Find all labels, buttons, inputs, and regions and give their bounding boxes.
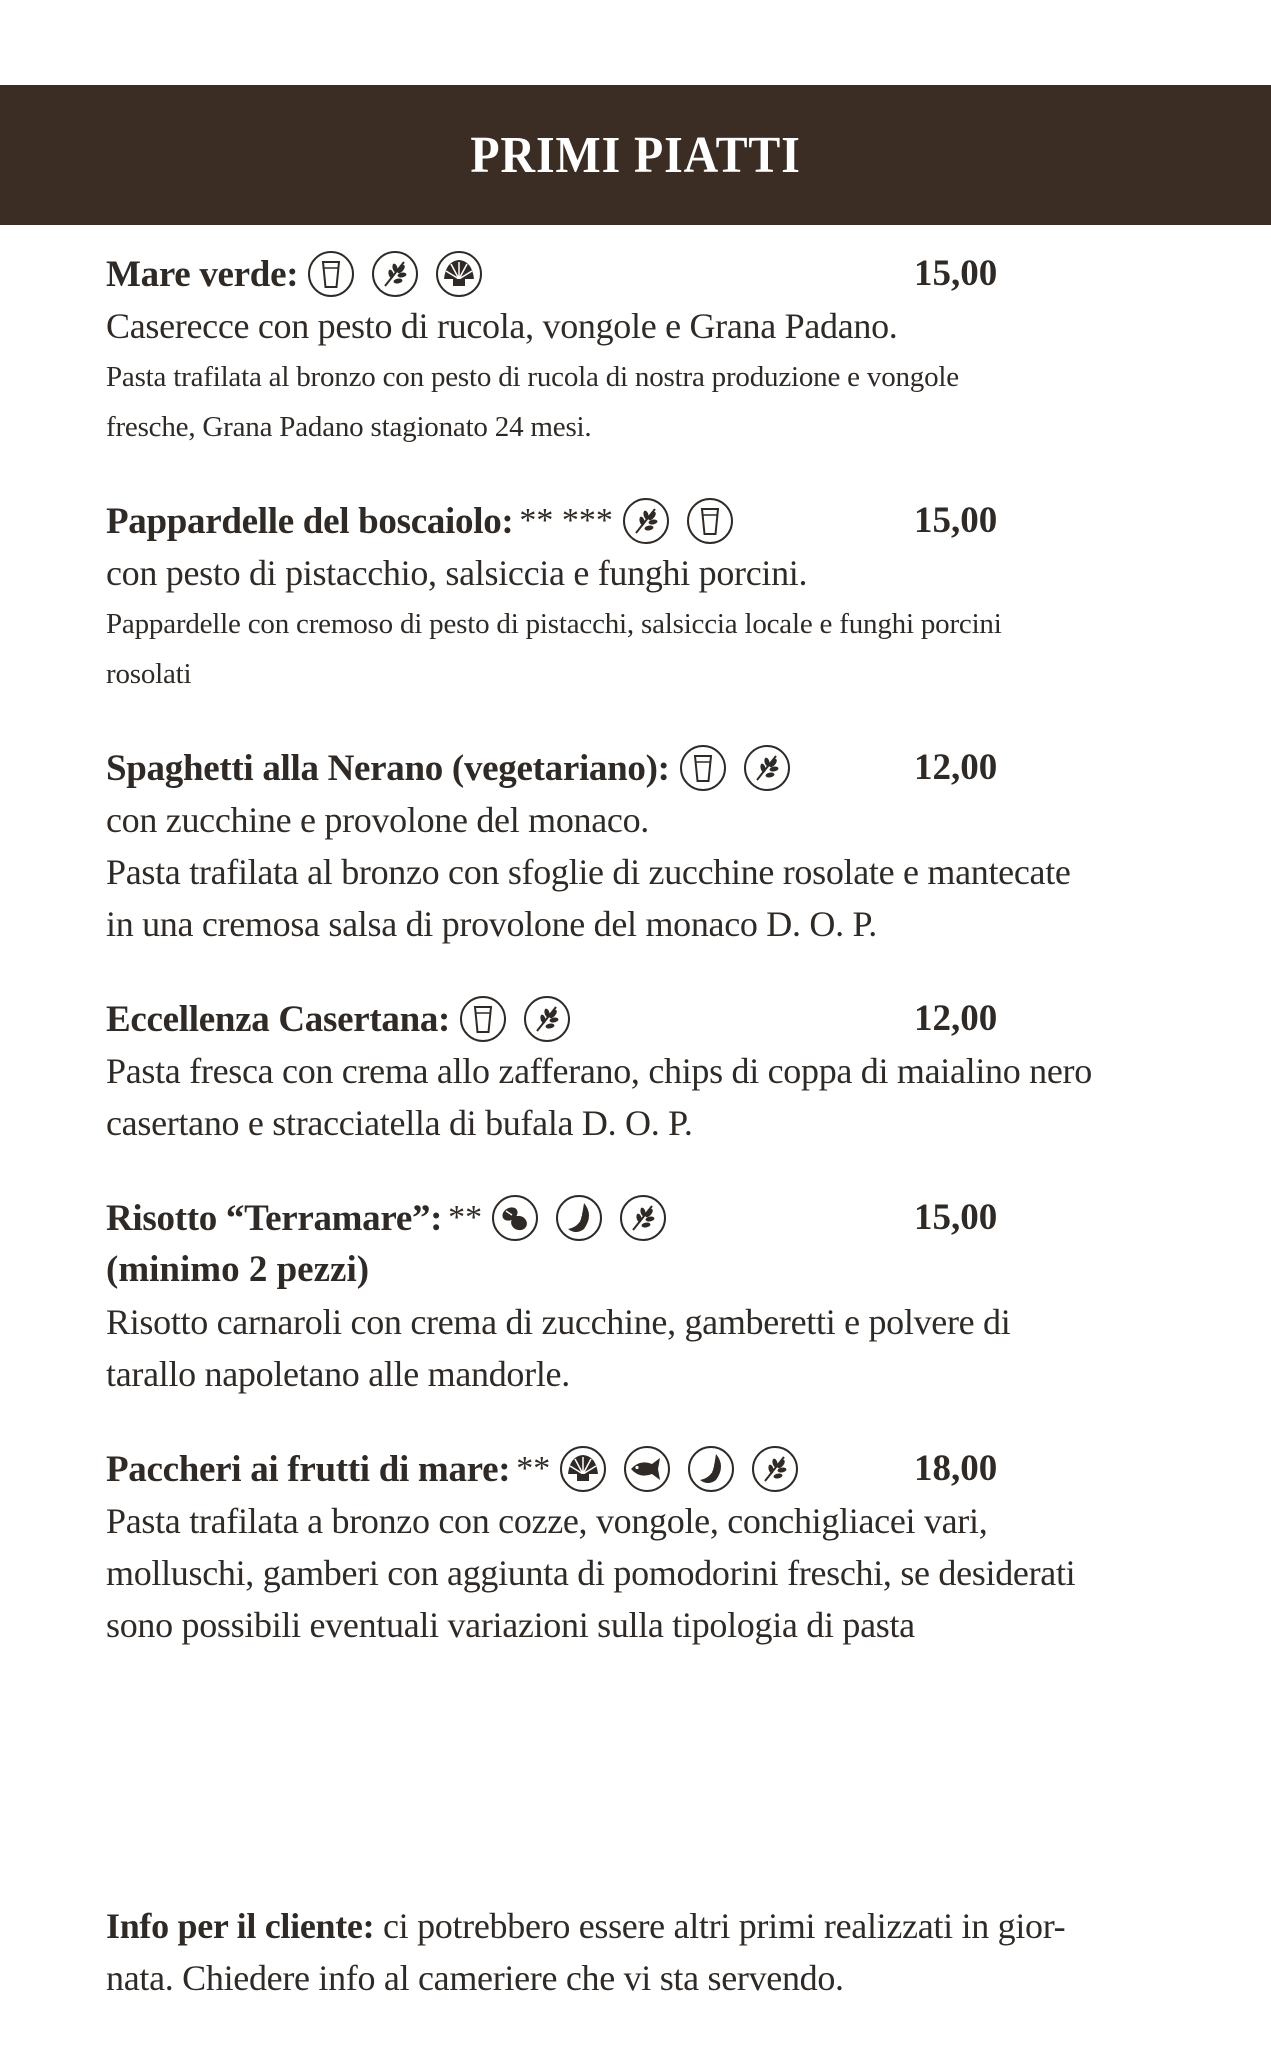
allergen-icons (306, 249, 484, 299)
menu-item (106, 1192, 1186, 1400)
dish-description: Risotto carnaroli con crema di zucchine, gamberetti e polvere di (106, 1302, 1011, 1342)
customer-info-line-1 (106, 1900, 1186, 1952)
dish-description: con zucchine e provolone del monaco. (106, 800, 649, 840)
fish-icon (622, 1444, 672, 1494)
menu-item-header (106, 1192, 1186, 1244)
wheat-icon (370, 249, 420, 299)
dish-price: 18,00 (914, 1448, 998, 1489)
dish-price: 15,00 (914, 253, 998, 294)
dish-description: Caserecce con pesto di rucola, vongole e Grana Padano. (106, 306, 898, 346)
customer-info-label: Info per il cliente: (106, 1906, 375, 1946)
section-header (0, 85, 1271, 225)
milk-icon (678, 743, 728, 793)
dish-marks: ** (516, 1450, 551, 1487)
dish-description: Pasta fresca con crema allo zafferano, chips di coppa di maialino nero (106, 1051, 1092, 1091)
menu-item (106, 742, 1186, 950)
dish-name: Eccellenza Casertana: (106, 998, 451, 1040)
dish-description: con pesto di pistacchio, salsiccia e funghi porcini. (106, 553, 808, 593)
customer-info-text-1: ci potrebbero essere altri primi realizzati in gior- (374, 1906, 1066, 1946)
menu-item-header (106, 248, 1186, 300)
menu-item-header (106, 993, 1186, 1045)
allergen-icons (621, 496, 735, 546)
shrimp-icon (686, 1444, 736, 1494)
dish-description: molluschi, gamberi con aggiunta di pomodorini freschi, se desiderati (106, 1553, 1076, 1593)
dish-note: Pappardelle con cremoso di pesto di pistacchi, salsiccia locale e funghi porcini (106, 608, 1002, 640)
wheat-icon (522, 994, 572, 1044)
dish-description: Pasta trafilata a bronzo con cozze, vongole, conchigliacei vari, (106, 1501, 988, 1541)
dish-note: rosolati (106, 658, 192, 690)
dish-description: sono possibili eventuali variazioni sulla tipologia di pasta (106, 1605, 915, 1645)
milk-icon (685, 496, 735, 546)
dish-price: 12,00 (914, 998, 998, 1039)
shell-icon (434, 249, 484, 299)
page-title: PRIMI PIATTI (470, 126, 801, 184)
milk-icon (458, 994, 508, 1044)
customer-info (106, 1900, 1186, 2004)
shrimp-icon (554, 1193, 604, 1243)
dish-description: in una cremosa salsa di provolone del monaco D. O. P. (106, 904, 877, 944)
dish-name: Pappardelle del boscaiolo: (106, 500, 514, 542)
wheat-icon (742, 743, 792, 793)
menu-item-header (106, 742, 1186, 794)
milk-icon (306, 249, 356, 299)
allergen-icons (490, 1193, 668, 1243)
allergen-icons (558, 1444, 800, 1494)
dish-description: casertano e stracciatella di bufala D. O. P. (106, 1103, 693, 1143)
menu-item-header (106, 495, 1186, 547)
menu-list (106, 248, 1186, 1694)
nuts-icon (490, 1193, 540, 1243)
dish-description: Pasta trafilata al bronzo con sfoglie di zucchine rosolate e mantecate (106, 852, 1071, 892)
wheat-icon (750, 1444, 800, 1494)
menu-item (106, 248, 1186, 452)
dish-price: 15,00 (914, 1197, 998, 1238)
dish-description: tarallo napoletano alle mandorle. (106, 1354, 570, 1394)
dish-price: 15,00 (914, 500, 998, 541)
dish-marks: ** *** (519, 502, 613, 539)
dish-note: Pasta trafilata al bronzo con pesto di rucola di nostra produzione e vongole (106, 361, 959, 393)
dish-note: fresche, Grana Padano stagionato 24 mesi. (106, 411, 592, 443)
menu-item (106, 495, 1186, 699)
allergen-icons (678, 743, 792, 793)
wheat-icon (618, 1193, 668, 1243)
wheat-icon (621, 496, 671, 546)
dish-marks: ** (448, 1199, 483, 1236)
shell-icon (558, 1444, 608, 1494)
customer-info-line-2: nata. Chiedere info al cameriere che vi sta servendo. (106, 1958, 844, 1998)
allergen-icons (458, 994, 572, 1044)
menu-item (106, 1443, 1186, 1651)
dish-name: Risotto “Terramare”: (106, 1197, 443, 1239)
menu-item (106, 993, 1186, 1149)
dish-price: 12,00 (914, 747, 998, 788)
dish-name: Spaghetti alla Nerano (vegetariano): (106, 747, 670, 789)
dish-subname: (minimo 2 pezzi) (106, 1249, 370, 1290)
menu-item-header (106, 1443, 1186, 1495)
dish-name: Paccheri ai frutti di mare: (106, 1448, 511, 1490)
dish-name: Mare verde: (106, 253, 299, 295)
